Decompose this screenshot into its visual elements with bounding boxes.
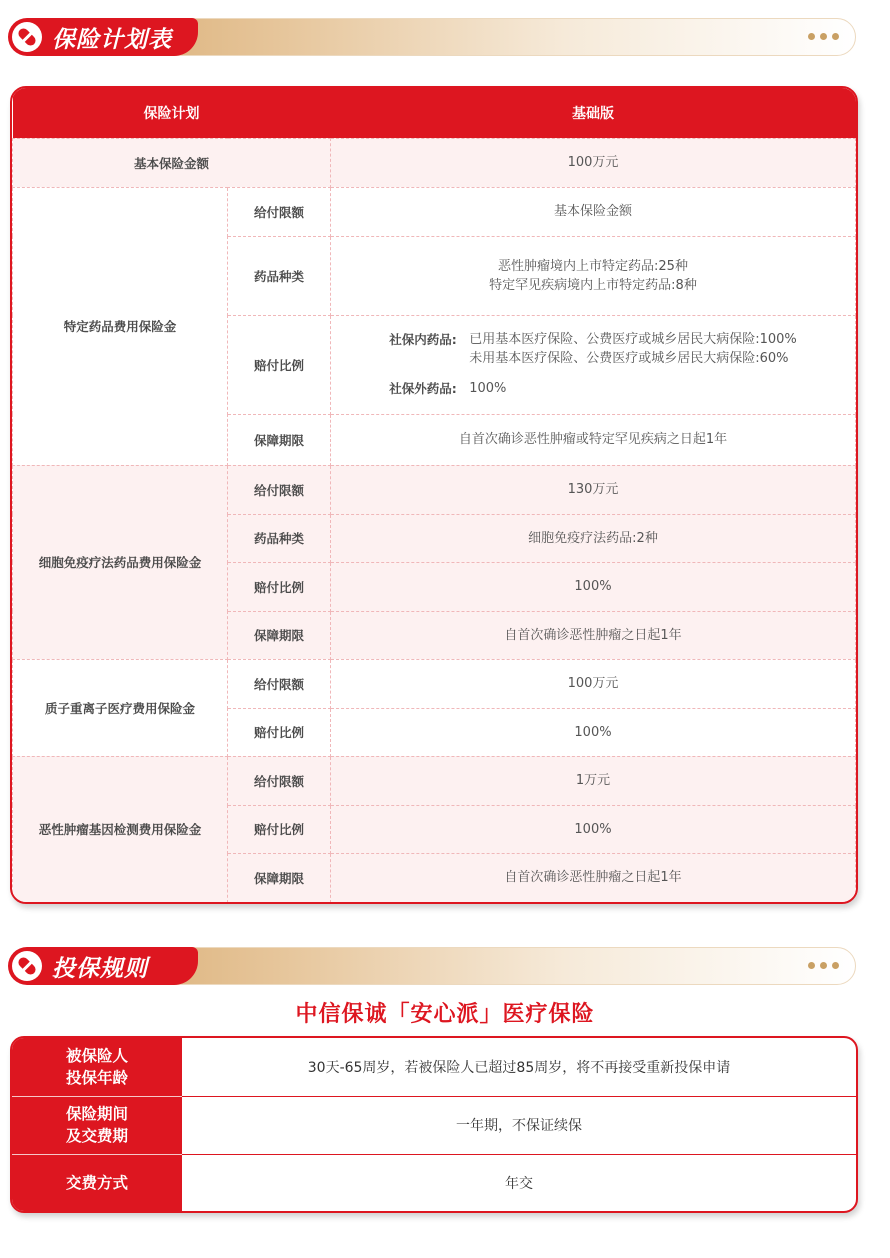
payout-rule bbox=[389, 379, 797, 398]
rule-label-line: 被保险人 bbox=[65, 1046, 128, 1065]
value-line: 基本保险金额 bbox=[553, 204, 632, 219]
base-amount-row bbox=[13, 138, 856, 187]
rule-row bbox=[12, 1154, 856, 1212]
item-value bbox=[331, 465, 856, 514]
item-value bbox=[331, 805, 856, 853]
item-value bbox=[331, 315, 856, 414]
plan-header-col2: 基础版 bbox=[331, 88, 856, 138]
value-line: 细胞免疫疗法药品:2种 bbox=[528, 530, 658, 546]
rule-label bbox=[12, 1154, 182, 1212]
rule-value: 未用基本医疗保险、公费医疗或城乡居民大病保险:60% bbox=[469, 351, 789, 366]
rule-value: 已用基本医疗保险、公费医疗或城乡居民大病保险:100% bbox=[469, 332, 797, 347]
item-label: 给付限额 bbox=[228, 465, 331, 514]
benefit-name: 细胞免疫疗法药品费用保险金 bbox=[13, 465, 228, 659]
item-label: 保障期限 bbox=[228, 611, 331, 659]
section-tab bbox=[8, 18, 198, 56]
rule-row bbox=[12, 1096, 856, 1154]
base-amount-value: 100万元 bbox=[331, 138, 856, 187]
plan-table bbox=[12, 88, 856, 903]
value-line: 100% bbox=[574, 579, 612, 594]
item-label: 给付限额 bbox=[228, 187, 331, 236]
rule-value: 一年期，不保证续保 bbox=[182, 1096, 856, 1154]
dots-icon bbox=[808, 962, 839, 969]
plan-row bbox=[13, 659, 856, 708]
plan-row bbox=[13, 756, 856, 805]
item-value bbox=[331, 756, 856, 805]
rule-key: 社保内药品: bbox=[389, 332, 457, 347]
plan-row bbox=[13, 465, 856, 514]
item-label: 赔付比例 bbox=[228, 805, 331, 853]
item-value bbox=[331, 853, 856, 902]
plan-header-row bbox=[13, 88, 856, 138]
benefit-name: 质子重离子医疗费用保险金 bbox=[13, 659, 228, 756]
plan-table-container bbox=[10, 86, 858, 904]
item-value bbox=[331, 236, 856, 315]
benefit-name: 恶性肿瘤基因检测费用保险金 bbox=[13, 756, 228, 902]
section-header-rules bbox=[8, 947, 856, 985]
product-title: 中信保诚「安心派」医疗保险 bbox=[295, 1002, 595, 1027]
plan-row bbox=[13, 187, 856, 236]
value-line: 100% bbox=[574, 821, 612, 837]
rule-value: 100% bbox=[469, 381, 507, 396]
item-label: 保障期限 bbox=[228, 853, 331, 902]
item-value bbox=[331, 708, 856, 756]
section-title: 投保规则 bbox=[52, 955, 148, 982]
item-label: 赔付比例 bbox=[228, 562, 331, 611]
item-value bbox=[331, 562, 856, 611]
section-header-plan bbox=[8, 18, 856, 56]
section-title: 保险计划表 bbox=[52, 26, 172, 53]
rules-table-container bbox=[10, 1036, 858, 1213]
value-line: 自首次确诊恶性肿瘤之日起1年 bbox=[504, 627, 682, 643]
rules-table bbox=[12, 1038, 856, 1212]
plan-header-col1: 保险计划 bbox=[13, 88, 331, 138]
benefit-name: 特定药品费用保险金 bbox=[13, 187, 228, 465]
item-label: 药品种类 bbox=[228, 514, 331, 562]
value-line: 自首次确诊恶性肿瘤之日起1年 bbox=[504, 870, 682, 885]
rule-label-line: 及交费期 bbox=[65, 1127, 128, 1145]
rule-label-line: 交费方式 bbox=[65, 1174, 128, 1193]
value-line: 特定罕见疾病境内上市特定药品:8种 bbox=[489, 277, 697, 293]
item-label: 给付限额 bbox=[228, 756, 331, 805]
item-value bbox=[331, 414, 856, 465]
rule-value: 年交 bbox=[505, 1176, 533, 1193]
rule-label-line: 保险期间 bbox=[65, 1105, 128, 1123]
base-amount-label: 基本保险金额 bbox=[13, 138, 331, 187]
payout-rule bbox=[389, 330, 797, 368]
item-label: 保障期限 bbox=[228, 414, 331, 465]
value-line: 100万元 bbox=[567, 676, 619, 691]
item-label: 给付限额 bbox=[228, 659, 331, 708]
pill-icon bbox=[12, 951, 42, 981]
item-label: 赔付比例 bbox=[228, 708, 331, 756]
section-tab bbox=[8, 947, 198, 985]
value-line: 恶性肿瘤境内上市特定药品:25种 bbox=[498, 258, 688, 274]
rule-row bbox=[12, 1038, 856, 1096]
value-line: 1万元 bbox=[575, 773, 611, 788]
item-label: 药品种类 bbox=[228, 236, 331, 315]
rule-label bbox=[12, 1096, 182, 1154]
rule-value: 30天-65周岁，若被保险人已超过85周岁，将不再接受重新投保申请 bbox=[182, 1038, 856, 1096]
dots-icon bbox=[808, 33, 839, 40]
value-line: 130万元 bbox=[567, 482, 619, 497]
pill-icon bbox=[12, 22, 42, 52]
item-value bbox=[331, 514, 856, 562]
item-label: 赔付比例 bbox=[228, 315, 331, 414]
item-value bbox=[331, 659, 856, 708]
item-value bbox=[331, 187, 856, 236]
payout-rules bbox=[389, 330, 797, 398]
item-value bbox=[331, 611, 856, 659]
value-line: 自首次确诊恶性肿瘤或特定罕见疾病之日起1年 bbox=[458, 432, 728, 447]
rule-label-line: 投保年龄 bbox=[65, 1068, 128, 1087]
value-line: 100% bbox=[574, 724, 612, 740]
rule-key: 社保外药品: bbox=[389, 381, 457, 396]
rule-label bbox=[12, 1038, 182, 1096]
